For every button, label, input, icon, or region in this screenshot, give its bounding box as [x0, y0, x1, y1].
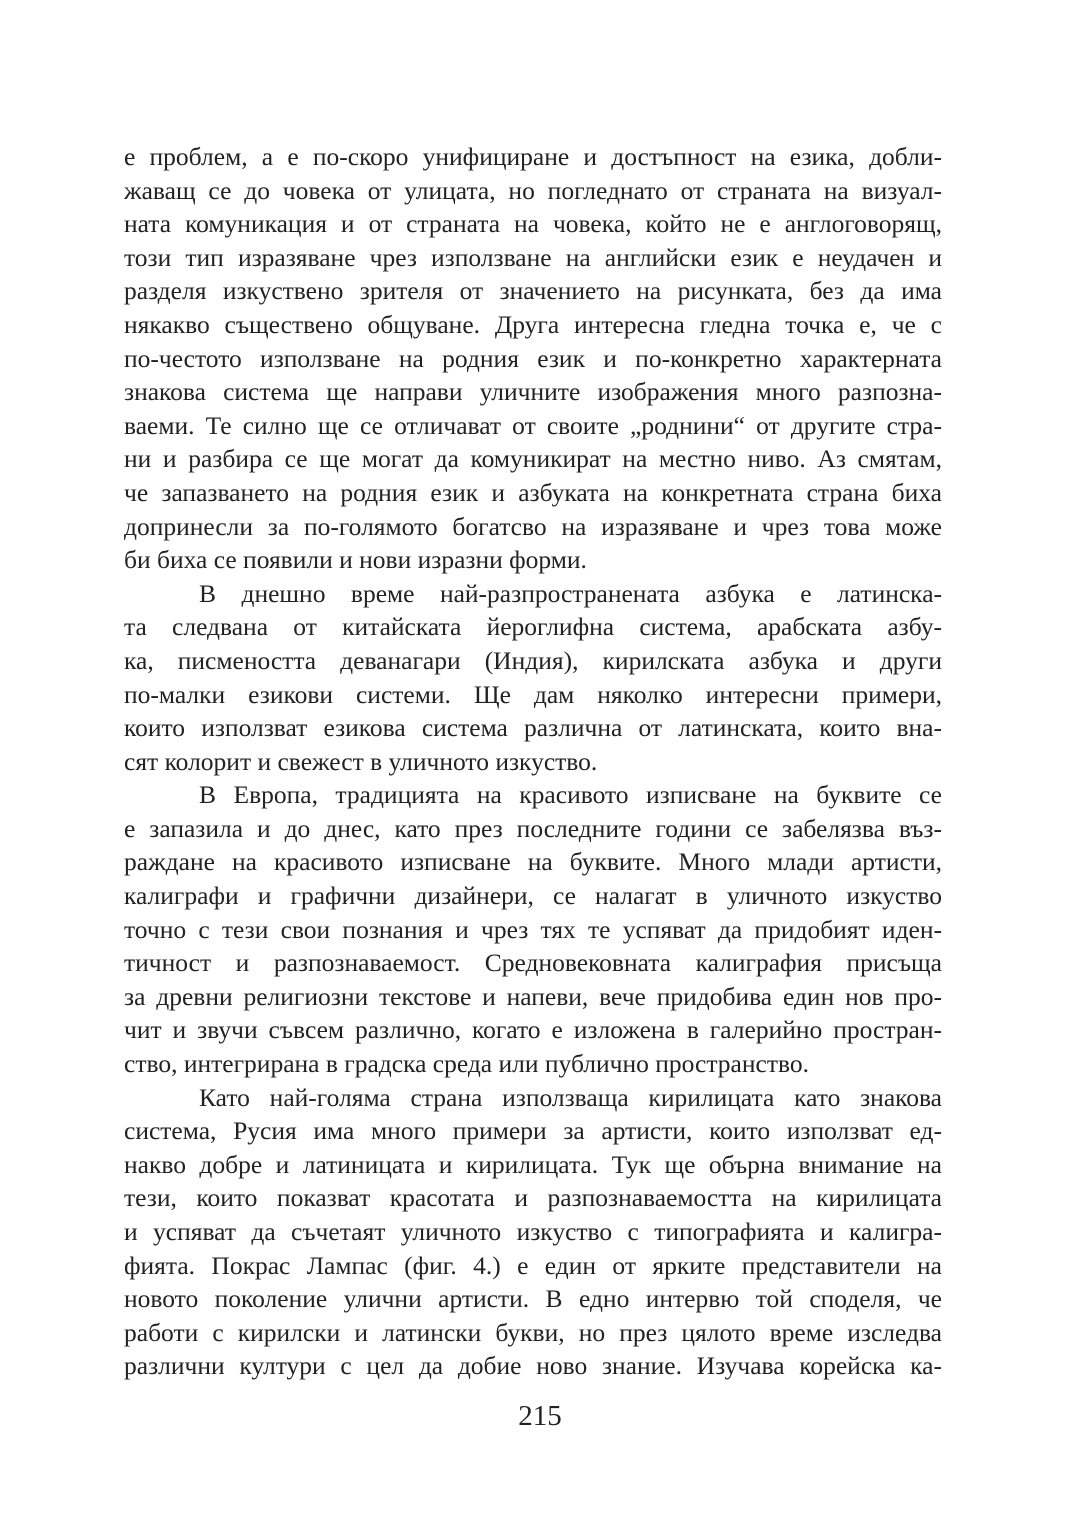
body-text: [124, 140, 942, 1383]
text-line: различни култури с цел да добие ново знание. Изучава корейска ка-: [124, 1351, 942, 1381]
text-line: фията. Покрас Лампас (фиг. 4.) е един от ярките представители на: [124, 1250, 942, 1280]
text-line: тичност и разпознаваемост. Средновековната калиграфия присъща: [124, 948, 942, 978]
text-line: жаващ се до човека от улицата, но погледнато от страната на визуал-: [124, 175, 942, 205]
text-line: раждане на красивото изписване на буквите. Много млади артисти,: [124, 847, 942, 877]
text-line: че запазването на родния език и азбуката на конкретната страна биха: [124, 477, 942, 507]
text-line: тези, които показват красотата и разпознаваемостта на кирилицата: [124, 1183, 942, 1213]
text-line: ваеми. Те силно ще се отличават от своите „роднини“ от другите стра-: [124, 410, 942, 440]
text-line: ната комуникация и от страната на човека, който не е англоговорящ,: [124, 209, 942, 239]
text-line: е запазила и до днес, като през последните години се забелязва въз-: [124, 813, 942, 843]
text-line: би биха се появили и нови изразни форми.: [124, 545, 587, 575]
paragraph: [124, 1081, 942, 1383]
text-line: калиграфи и графични дизайнери, се налагат в уличното изкуство: [124, 881, 942, 911]
text-line: ка, писмеността деванагари (Индия), кирилската азбука и други: [124, 645, 942, 675]
text-line: точно с тези свои познания и чрез тях те успяват да придобият иден-: [124, 914, 942, 944]
text-line: знакова система ще направи уличните изображения много разпозна-: [124, 377, 942, 407]
text-line: работи с кирилски и латински букви, но през цялото време изследва: [124, 1317, 942, 1347]
text-line: и успяват да съчетаят уличното изкуство с типографията и калигра-: [124, 1217, 942, 1246]
paragraph: [124, 140, 942, 577]
text-line: система, Русия има много примери за артисти, които използват ед-: [124, 1116, 942, 1146]
text-line: накво добре и латиницата и кирилицата. Тук ще обърна внимание на: [124, 1149, 942, 1179]
page-number: 215: [518, 1400, 562, 1432]
text-line: сят колорит и свежест в уличното изкуство.: [124, 746, 598, 776]
text-line: новото поколение улични артисти. В едно интервю той споделя, че: [124, 1284, 942, 1314]
paragraph: [124, 577, 942, 779]
text-line: ни и разбира се ще могат да комуникират на местно ниво. Аз смятам,: [124, 444, 942, 474]
text-line: някакво съществено общуване. Друга интересна гледна точка е, че с: [124, 309, 942, 339]
paragraph: [124, 778, 942, 1080]
text-line: Като най-голяма страна използваща кирилицата като знакова: [199, 1082, 942, 1112]
text-line: този тип изразяване чрез използване на английски език е неудачен и: [124, 242, 942, 272]
text-line: В днешно време най-разпространената азбука е латинска-: [199, 578, 942, 608]
text-line: които използват езикова система различна от латинската, които вна-: [124, 713, 942, 743]
text-line: ство, интегрирана в градска среда или публично пространство.: [124, 1049, 809, 1079]
text-line: за древни религиозни текстове и напеви, вече придобива един нов про-: [124, 981, 942, 1011]
text-line: е проблем, а е по-скоро унифициране и достъпност на езика, добли-: [124, 142, 942, 171]
text-line: допринесли за по-голямото богатсво на изразяване и чрез това може: [124, 511, 942, 541]
text-line: по-малки езикови системи. Ще дам няколко интересни примери,: [124, 679, 942, 709]
text-line: чит и звучи съвсем различно, когато е изложена в галерийно простран-: [124, 1015, 942, 1045]
text-line: по-честото използване на родния език и по-конкретно характерната: [124, 343, 942, 373]
text-line: разделя изкуствено зрителя от значението на рисунката, без да има: [124, 276, 942, 306]
text-line: та следвана от китайската йероглифна система, арабската азбу-: [124, 612, 942, 642]
text-line: В Европа, традицията на красивото изписване на буквите се: [199, 780, 942, 810]
